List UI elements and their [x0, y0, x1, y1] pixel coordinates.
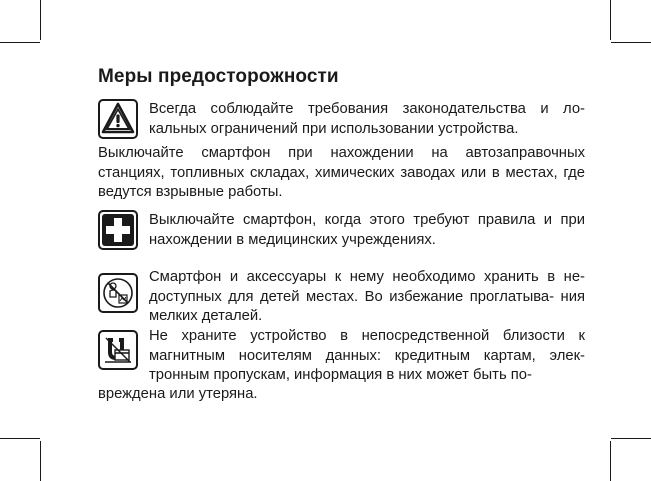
text-line: ния мелких деталей.: [149, 288, 585, 324]
page-title: Меры предосторожности: [98, 66, 339, 87]
section-fuel-text: [98, 144, 585, 203]
no-small-children-icon: [98, 273, 138, 313]
text-line: магнитным носителям данных: кредитным картам, элек-: [149, 347, 585, 364]
text-line: Всегда соблюдайте требования законодательства и ло-: [149, 101, 585, 117]
section-children-text: [149, 268, 585, 327]
text-line: Смартфон и аксессуары к нему необходимо хранить в не-: [149, 269, 585, 285]
crop-mark-bottom-left-vertical: [40, 441, 41, 481]
text-line: кальных ограничений при использовании устройства.: [149, 120, 519, 137]
crop-mark-top-right-vertical: [610, 0, 611, 40]
crop-mark-top-right-horizontal: [611, 42, 651, 43]
medical-cross-icon: [98, 210, 138, 250]
text-line: Не храните устройство в непосредственной близости к: [149, 328, 585, 344]
crop-mark-bottom-right-horizontal: [611, 438, 651, 439]
text-line: Выключайте смартфон, когда этого требуют правила и: [149, 212, 553, 228]
text-line: доступных для детей местах. Во избежание проглатыва-: [149, 288, 555, 305]
crop-mark-bottom-left-horizontal: [0, 438, 40, 439]
text-line: при нахождении в медицинских учреждениях.: [149, 212, 585, 248]
section-medical-text: [149, 211, 585, 250]
section-warning-text: [149, 100, 585, 139]
warning-triangle-icon: [98, 99, 138, 139]
section-magnetic-text-tail: [98, 385, 585, 405]
crop-mark-bottom-right-vertical: [610, 441, 611, 481]
section-magnetic-text: [149, 327, 585, 386]
text-line: где ведутся взрывные работы.: [98, 164, 585, 200]
text-line: станциях, топливных складах, химических заводах или в местах,: [98, 164, 558, 181]
text-line: тронным пропускам, информация в них может быть по-: [149, 367, 532, 383]
crop-mark-top-left-horizontal: [0, 42, 40, 43]
crop-mark-top-left-vertical: [40, 0, 41, 40]
text-line: Выключайте смартфон при нахождении на автозаправочных: [98, 145, 585, 161]
no-magnetic-card-icon: [98, 330, 138, 370]
text-line: вреждена или утеряна.: [98, 386, 258, 402]
